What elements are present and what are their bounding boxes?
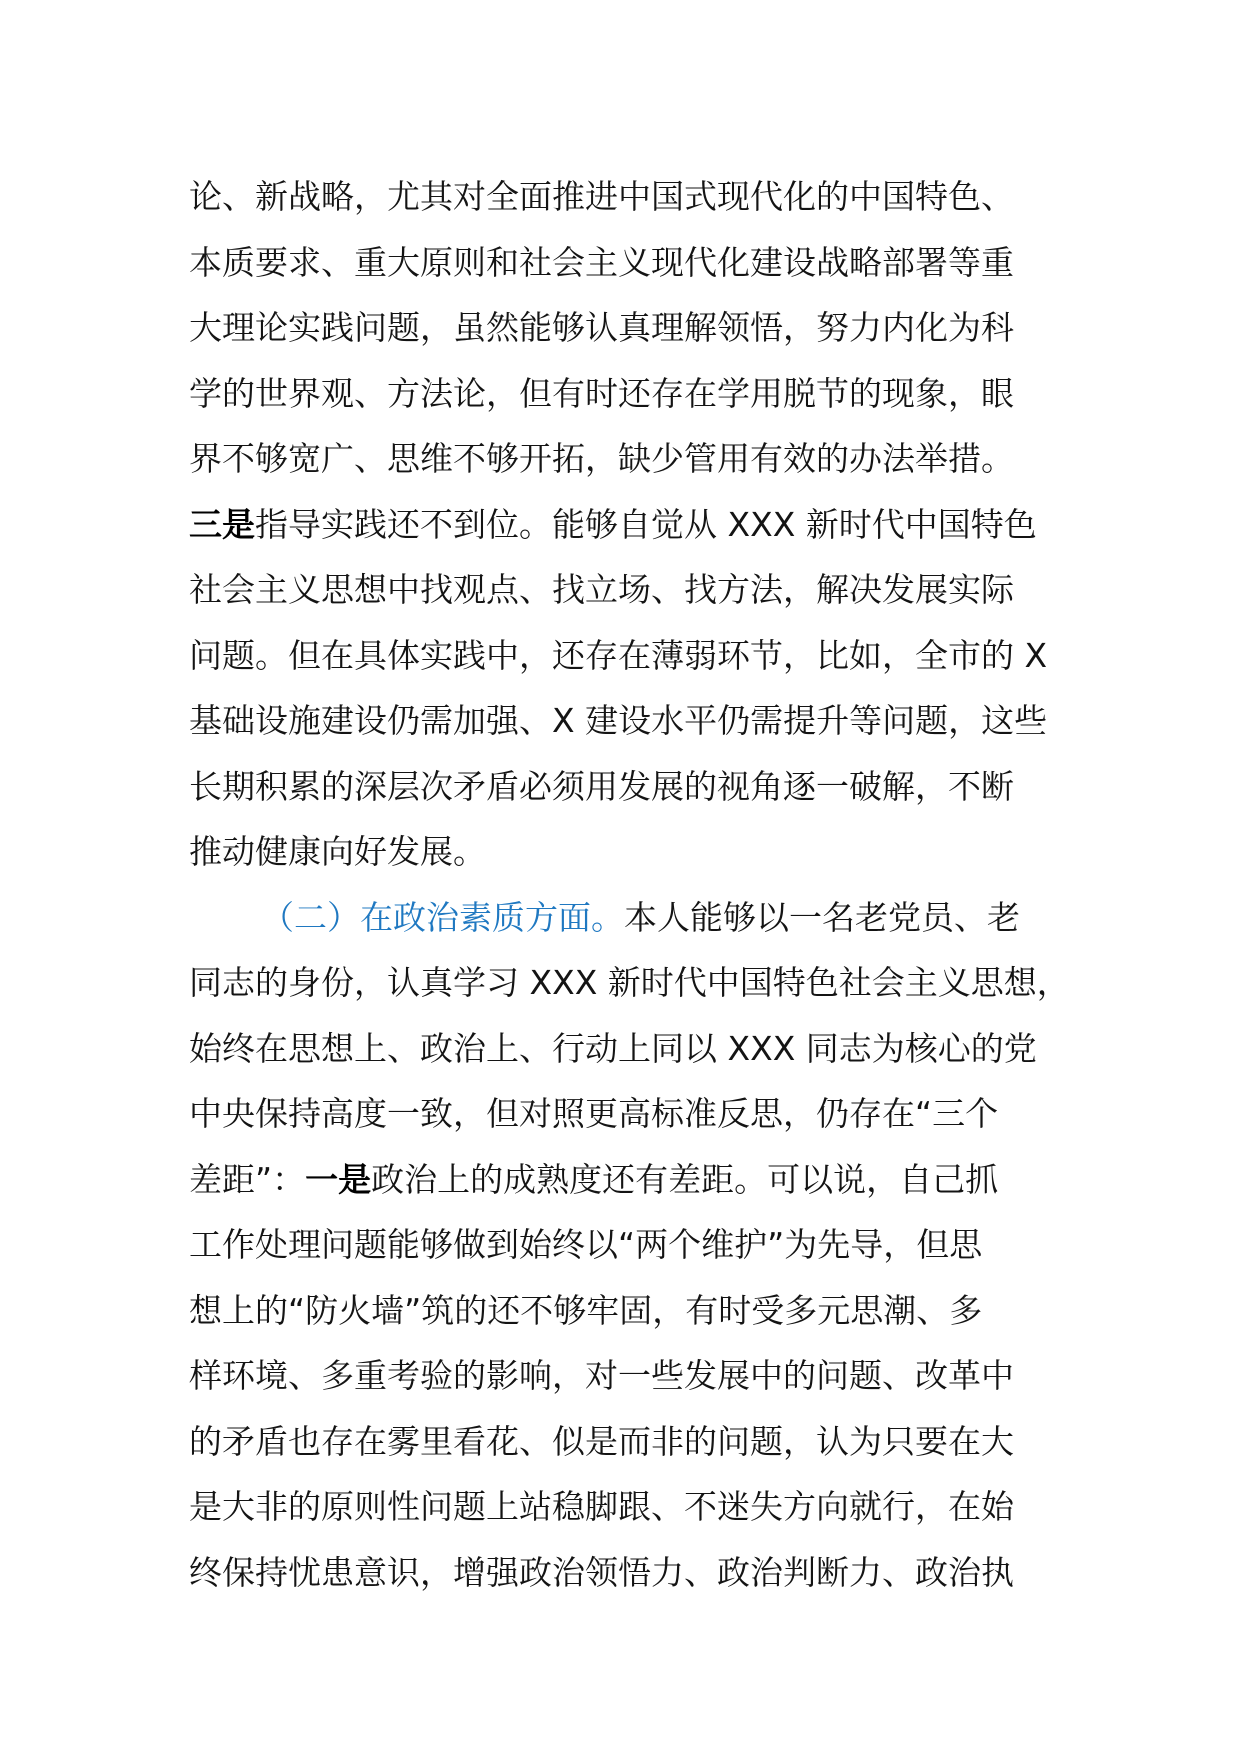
section-heading: （二）在政治素质方面。 bbox=[261, 897, 624, 937]
text-line: 社会主义思想中找观点、找立场、找方法，解决发展实际 bbox=[189, 570, 1014, 609]
text-line: 的矛盾也存在雾里看花、似是而非的问题，认为只要在大 bbox=[189, 1421, 1014, 1461]
text-line: 长期积累的深层次矛盾必须用发展的视角逐一破解，不断 bbox=[189, 766, 1014, 806]
text-run: 本人能够以一名老党员、老 bbox=[624, 897, 1020, 937]
text-line bbox=[189, 492, 1109, 558]
text-line: 本质要求、重大原则和社会主义现代化建设战略部署等重 bbox=[189, 242, 1014, 282]
text-line bbox=[189, 1147, 1109, 1213]
text-line: 终保持忧患意识，增强政治领悟力、政治判断力、政治执 bbox=[189, 1552, 1014, 1592]
point-marker: 三是 bbox=[189, 504, 255, 544]
text-run: 政治上的成熟度还有差距。可以说，自己抓 bbox=[371, 1159, 999, 1199]
text-line: 始终在思想上、政治上、行动上同以 XXX 同志为核心的党 bbox=[189, 1028, 1037, 1068]
text-line: 基础设施建设仍需加强、X 建设水平仍需提升等问题，这些 bbox=[189, 701, 1048, 740]
point-marker: 一是 bbox=[305, 1159, 372, 1199]
text-line: 想上的“防火墙”筑的还不够牢固，有时受多元思潮、多 bbox=[189, 1290, 983, 1330]
text-line: 大理论实践问题，虽然能够认真理解领悟，努力内化为科 bbox=[189, 308, 1014, 347]
text-line: 问题。但在具体实践中，还存在薄弱环节，比如，全市的 X bbox=[189, 635, 1048, 675]
text-line: 论、新战略，尤其对全面推进中国式现代化的中国特色、 bbox=[189, 177, 1014, 216]
text-line bbox=[189, 885, 1109, 951]
text-run: 差距”： bbox=[189, 1159, 306, 1199]
text-line: 中央保持高度一致，但对照更高标准反思，仍存在“三个 bbox=[189, 1094, 999, 1133]
text-line: 是大非的原则性问题上站稳脚跟、不迷失方向就行，在始 bbox=[189, 1487, 1014, 1526]
text-line: 同志的身份，认真学习 XXX 新时代中国特色社会主义思想， bbox=[189, 963, 1070, 1002]
text-line: 界不够宽广、思维不够开拓，缺少管用有效的办法举措。 bbox=[189, 439, 1014, 478]
text-line: 学的世界观、方法论，但有时还存在学用脱节的现象，眼 bbox=[189, 373, 1014, 413]
text-line: 工作处理问题能够做到始终以“两个维护”为先导，但思 bbox=[189, 1225, 983, 1264]
text-line: 样环境、多重考验的影响，对一些发展中的问题、改革中 bbox=[189, 1356, 1014, 1395]
document-body bbox=[189, 164, 1109, 1605]
text-run: 指导实践还不到位。能够自觉从 XXX 新时代中国特色 bbox=[255, 504, 1037, 544]
text-line: 推动健康向好发展。 bbox=[189, 832, 486, 871]
